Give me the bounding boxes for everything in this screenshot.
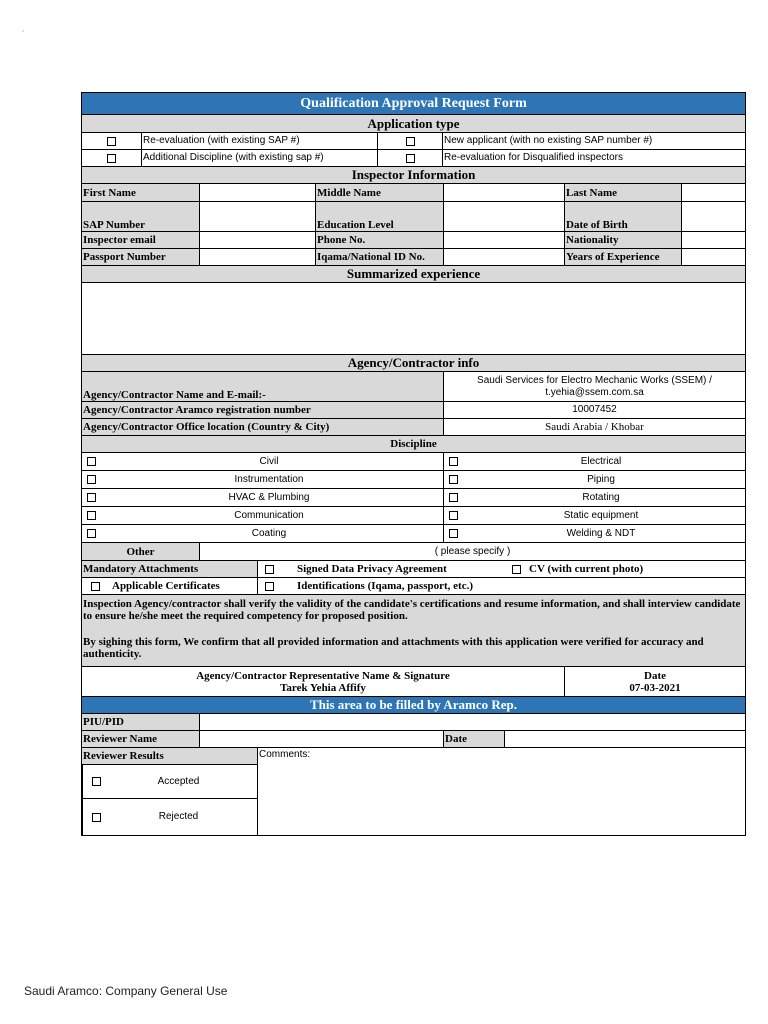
last-name-label: Last Name: [564, 184, 681, 201]
app-type-label-1: Re-evaluation (with existing SAP #): [141, 133, 377, 149]
first-name-field[interactable]: [199, 184, 315, 201]
passport-field[interactable]: [199, 249, 315, 265]
result-accepted[interactable]: [82, 765, 258, 800]
last-name-field[interactable]: [681, 184, 745, 201]
discipline-communication-label: Communication: [234, 509, 304, 521]
signature-name: Tarek Yehia Affify: [280, 681, 366, 694]
checkbox-electrical[interactable]: [449, 457, 458, 466]
years-experience-label: Years of Experience: [564, 249, 681, 265]
summarized-experience-header: Summarized experience: [82, 266, 745, 282]
passport-label: Passport Number: [82, 249, 199, 265]
discipline-electrical-label: Electrical: [580, 455, 622, 467]
signature-date-value: 07-03-2021: [629, 681, 681, 694]
years-experience-field[interactable]: [681, 249, 745, 265]
reviewer-results-block: [82, 748, 258, 835]
checkbox-welding-ndt[interactable]: [449, 529, 458, 538]
statement-paragraph-2: By sighing this form, We confirm that all provided information and attachments with this application were verified for accuracy and authenticity.: [83, 636, 704, 660]
attachment-certs[interactable]: [82, 578, 257, 594]
date-of-birth-field[interactable]: [681, 202, 745, 231]
discipline-static-equipment-label: Static equipment: [563, 509, 639, 521]
discipline-hvac-label: HVAC & Plumbing: [228, 491, 310, 503]
date-of-birth-label: Date of Birth: [564, 202, 681, 231]
piu-pid-field[interactable]: [199, 714, 745, 730]
first-name-label: First Name: [82, 184, 199, 201]
agency-location-value: Saudi Arabia / Khobar: [443, 419, 745, 435]
reviewer-results-label: Reviewer Results: [82, 748, 258, 765]
checkbox-additional-discipline[interactable]: [107, 154, 116, 163]
aramco-header: This area to be filled by Aramco Rep.: [82, 697, 745, 713]
attachment-signed-label: Signed Data Privacy Agreement: [297, 563, 447, 575]
discipline-coating[interactable]: [82, 525, 443, 542]
phone-field[interactable]: [443, 232, 564, 248]
piu-pid-label: PIU/PID: [82, 714, 199, 730]
agency-location-label: Agency/Contractor Office location (Country & City): [82, 419, 443, 435]
app-type-cell-3: [82, 150, 141, 166]
checkbox-certificates[interactable]: [91, 582, 100, 591]
agency-reg-value: 10007452: [443, 402, 745, 418]
sap-number-label: SAP Number: [82, 202, 199, 231]
discipline-coating-label: Coating: [251, 527, 287, 539]
discipline-rotating[interactable]: [443, 489, 745, 506]
attachment-cv-label: CV (with current photo): [529, 563, 644, 575]
mandatory-attachments-label: Mandatory Attachments: [82, 561, 257, 577]
footer-classification: Saudi Aramco: Company General Use: [24, 984, 228, 998]
education-level-field[interactable]: [443, 202, 564, 231]
page-speck: [22, 30, 24, 32]
checkbox-new-applicant[interactable]: [406, 137, 415, 146]
discipline-rotating-label: Rotating: [582, 491, 620, 503]
attachment-ids-label: Identifications (Iqama, passport, etc.): [297, 580, 473, 592]
iqama-field[interactable]: [443, 249, 564, 265]
application-type-header: Application type: [82, 115, 745, 132]
iqama-label: Iqama/National ID No.: [315, 249, 443, 265]
agency-email: t.yehia@ssem.com.sa: [545, 386, 644, 398]
discipline-electrical[interactable]: [443, 453, 745, 470]
agency-name-value: [443, 372, 745, 401]
discipline-welding-ndt[interactable]: [443, 525, 745, 542]
sap-number-field[interactable]: [199, 202, 315, 231]
inspector-email-label: Inspector email: [82, 232, 199, 248]
signature-date-block: [564, 667, 745, 696]
discipline-instrumentation-label: Instrumentation: [234, 473, 304, 485]
checkbox-accepted[interactable]: [92, 777, 101, 786]
signature-date-label: Date: [644, 669, 666, 682]
discipline-hvac[interactable]: [82, 489, 443, 506]
checkbox-identifications[interactable]: [265, 582, 274, 591]
attachment-ids[interactable]: [257, 578, 745, 594]
discipline-header: Discipline: [82, 436, 745, 452]
app-type-cell-2: [377, 133, 442, 149]
checkbox-civil[interactable]: [87, 457, 96, 466]
checkbox-disqualified[interactable]: [406, 154, 415, 163]
checkbox-hvac[interactable]: [87, 493, 96, 502]
nationality-field[interactable]: [681, 232, 745, 248]
signature-block: [82, 667, 564, 696]
rejected-label: Rejected: [158, 811, 199, 823]
verification-statement: [82, 595, 745, 666]
discipline-civil[interactable]: [82, 453, 443, 470]
other-field[interactable]: ( please specify ): [199, 543, 745, 560]
review-date-field[interactable]: [504, 731, 745, 747]
middle-name-field[interactable]: [443, 184, 564, 201]
agency-info-header: Agency/Contractor info: [82, 355, 745, 371]
discipline-welding-ndt-label: Welding & NDT: [566, 527, 636, 539]
accepted-label: Accepted: [157, 775, 200, 787]
discipline-civil-label: Civil: [259, 455, 279, 467]
inspector-email-field[interactable]: [199, 232, 315, 248]
education-level-label: Education Level: [315, 202, 443, 231]
discipline-static-equipment[interactable]: [443, 507, 745, 524]
comments-label: Comments:: [259, 749, 311, 760]
signature-label: Agency/Contractor Representative Name & Signature: [196, 669, 450, 682]
discipline-instrumentation[interactable]: [82, 471, 443, 488]
discipline-piping[interactable]: [443, 471, 745, 488]
review-date-label: Date: [443, 731, 504, 747]
inspector-info-header: Inspector Information: [82, 167, 745, 183]
agency-reg-label: Agency/Contractor Aramco registration number: [82, 402, 443, 418]
comments-field[interactable]: [258, 748, 745, 835]
summarized-experience-field[interactable]: [82, 283, 745, 354]
agency-name-line1: Saudi Services for Electro Mechanic Works (SSEM) /: [477, 374, 712, 386]
checkbox-reevaluation[interactable]: [107, 137, 116, 146]
app-type-cell-4: [377, 150, 442, 166]
checkbox-static-equipment[interactable]: [449, 511, 458, 520]
other-label: Other: [82, 543, 199, 560]
checkbox-rejected[interactable]: [92, 813, 101, 822]
checkbox-signed-privacy[interactable]: [265, 565, 274, 574]
app-type-label-4: Re-evaluation for Disqualified inspectors: [442, 150, 745, 166]
checkbox-instrumentation[interactable]: [87, 475, 96, 484]
attachment-signed[interactable]: [257, 561, 504, 577]
phone-label: Phone No.: [315, 232, 443, 248]
agency-name-label: Agency/Contractor Name and E-mail:-: [82, 372, 443, 401]
middle-name-label: Middle Name: [315, 184, 443, 201]
nationality-label: Nationality: [564, 232, 681, 248]
checkbox-piping[interactable]: [449, 475, 458, 484]
result-rejected[interactable]: [82, 799, 258, 835]
reviewer-name-field[interactable]: [199, 731, 443, 747]
discipline-communication[interactable]: [82, 507, 443, 524]
statement-paragraph-1: Inspection Agency/contractor shall verify the validity of the candidate's certifications and resume information, and shall interview candidate to ensure he/she meet the required competency for proposed position.: [83, 598, 741, 622]
checkbox-coating[interactable]: [87, 529, 96, 538]
checkbox-rotating[interactable]: [449, 493, 458, 502]
discipline-piping-label: Piping: [587, 473, 615, 485]
app-type-label-2: New applicant (with no existing SAP number #): [442, 133, 745, 149]
app-type-label-3: Additional Discipline (with existing sap #): [141, 150, 377, 166]
form-title: Qualification Approval Request Form: [82, 93, 745, 114]
attachment-certs-label: Applicable Certificates: [112, 580, 220, 592]
reviewer-name-label: Reviewer Name: [82, 731, 199, 747]
checkbox-cv[interactable]: [512, 565, 521, 574]
qualification-form: [81, 92, 746, 836]
attachment-cv[interactable]: [504, 561, 745, 577]
app-type-cell-1: [82, 133, 141, 149]
checkbox-communication[interactable]: [87, 511, 96, 520]
